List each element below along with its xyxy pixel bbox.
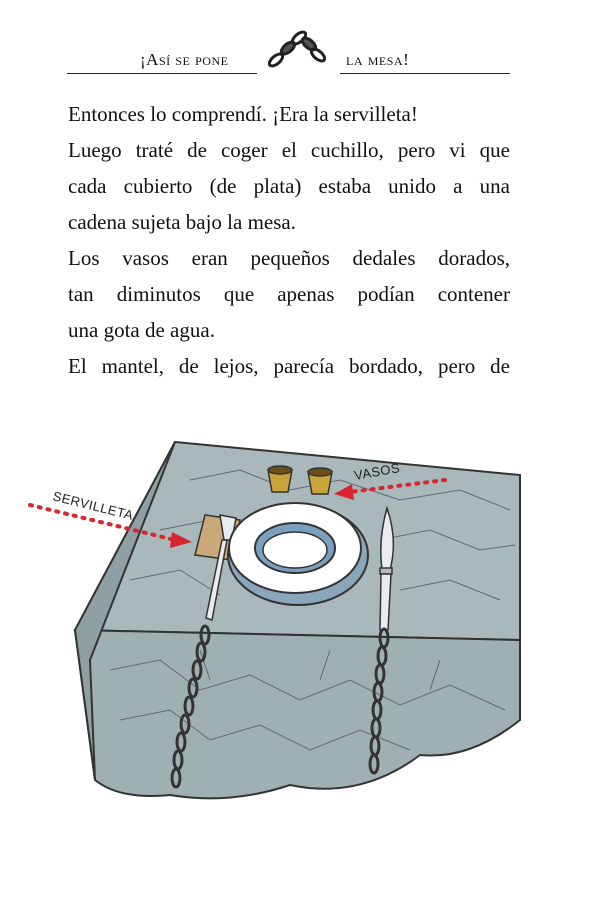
text-line: Luego traté de coger el cuchillo, pero vi que [68,138,510,162]
text-line: cadena sujeta bajo la mesa. [68,210,296,234]
cup-1 [268,466,292,492]
label-glasses: VASOS [352,460,402,483]
running-header [0,0,600,80]
text-line: El mantel, de lejos, parecía bordado, pero de [68,354,510,378]
text-line: cada cubierto (de plata) estaba unido a una [68,174,510,198]
header-rule-left [67,73,257,74]
text-line: tan diminutos que apenas podían contener [68,282,510,306]
cup-2 [308,468,332,494]
text-line: Los vasos eran pequeños dedales dorados, [68,246,510,270]
plate [228,503,368,605]
table-illustration [0,420,600,820]
header-rule-right [340,73,510,74]
header-left-title: ¡Así se pone [140,50,229,69]
header-right-title: la mesa! [346,50,410,69]
chain-icon [266,22,326,70]
text-line: una gota de agua. [68,318,215,342]
tablecloth-front [75,630,520,798]
body-text [68,96,510,384]
text-line: Entonces lo comprendí. ¡Era la servilleta! [68,102,418,126]
label-napkin: SERVILLETA [51,488,136,523]
